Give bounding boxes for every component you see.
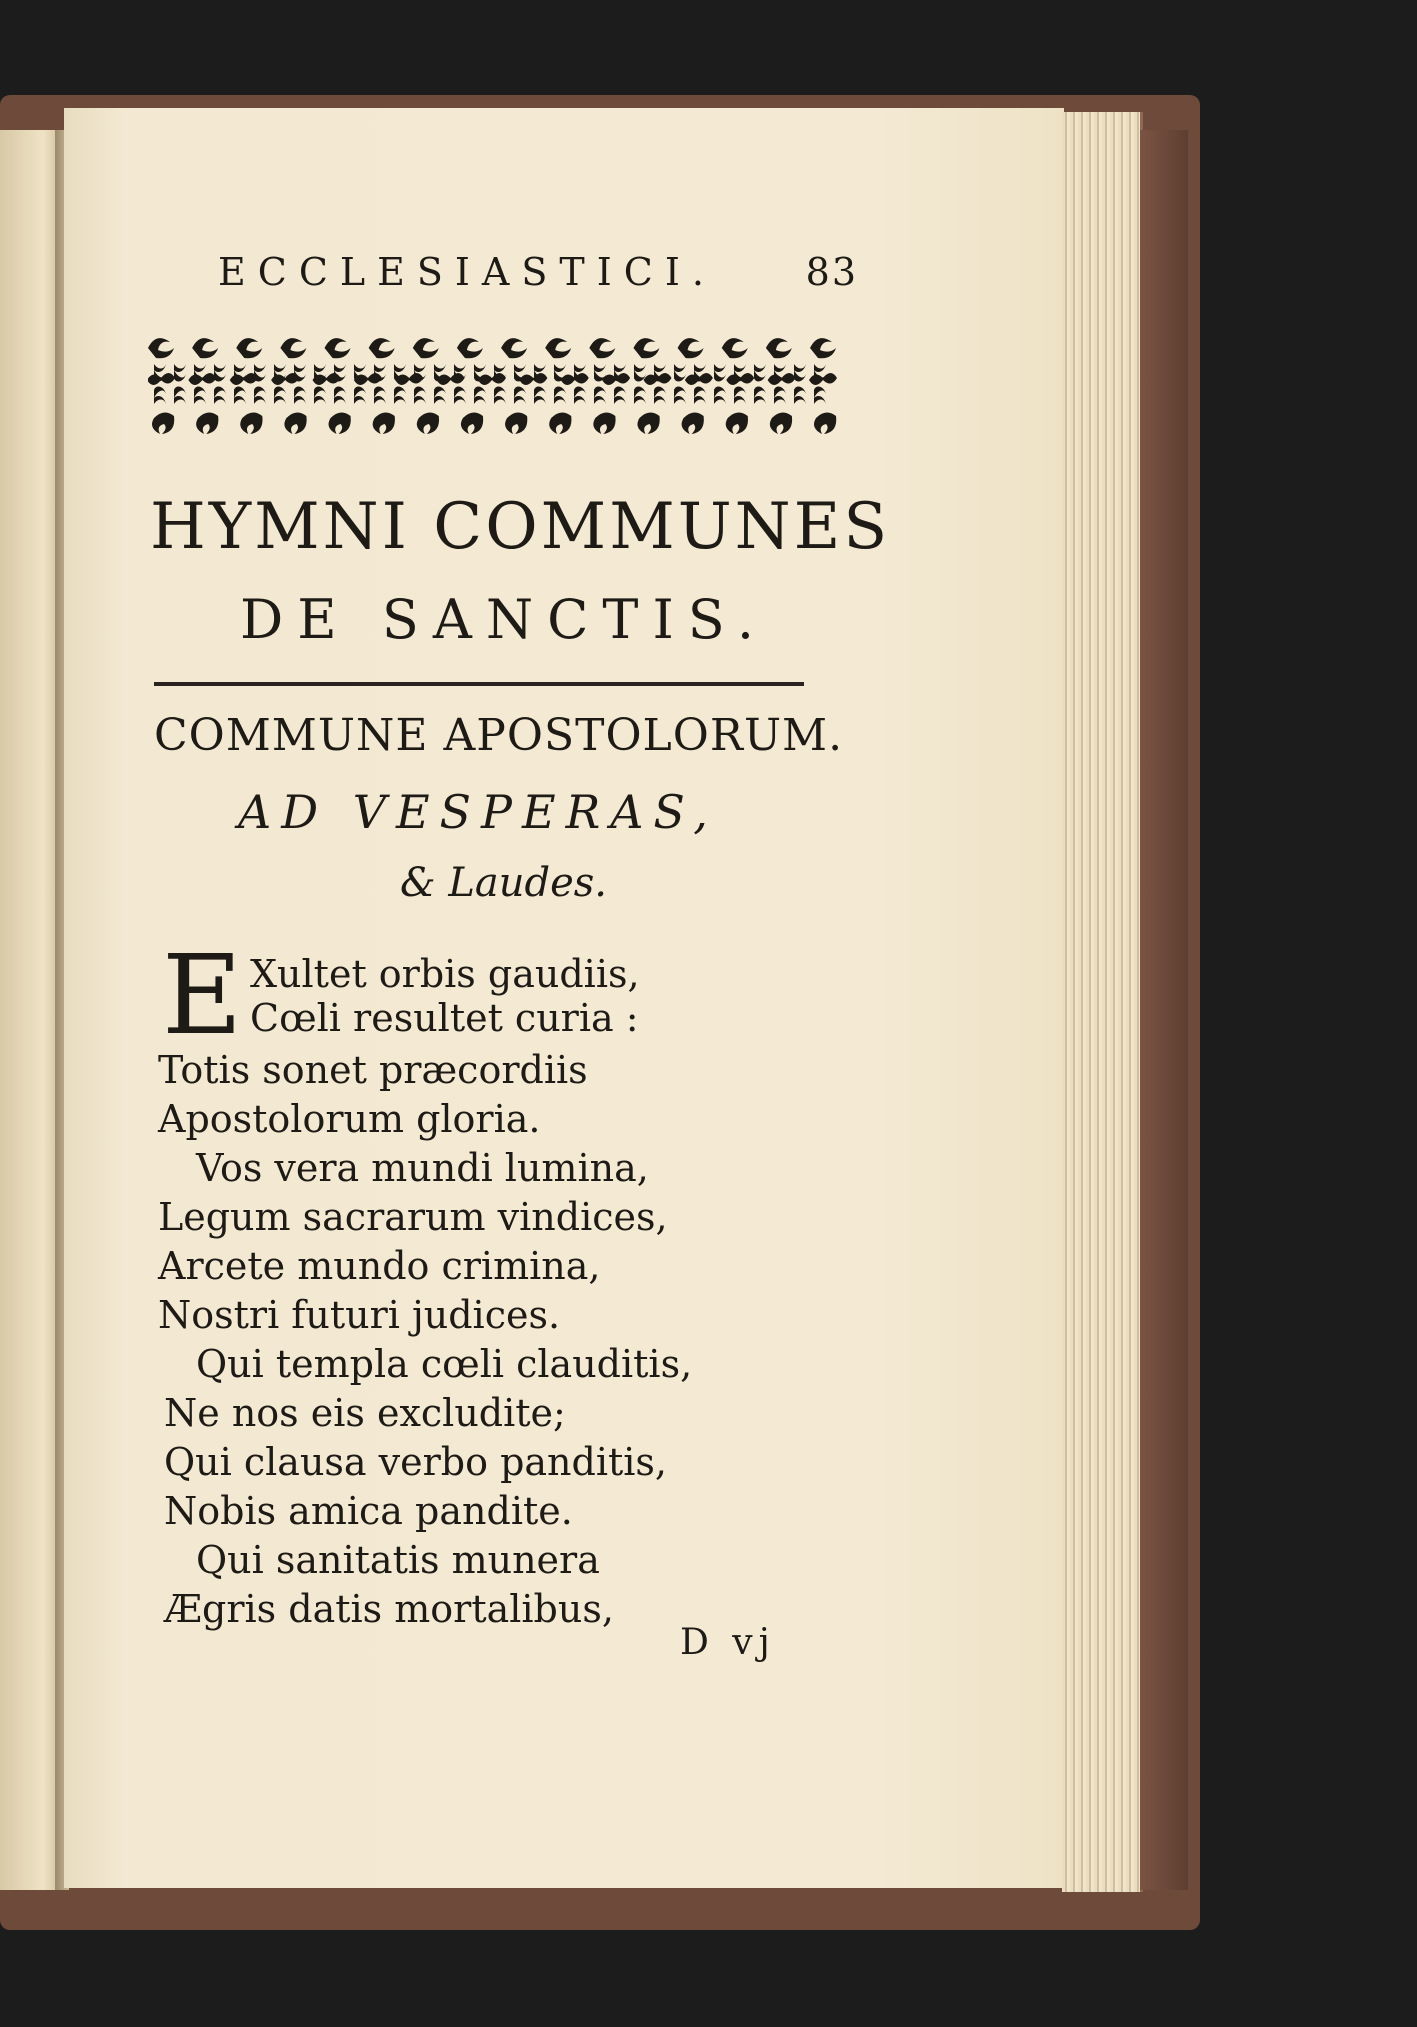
running-head [218,250,858,300]
fleuron-icon [766,338,792,358]
fleuron-icon [280,338,306,358]
page-edges [1062,112,1143,1892]
vine-ornament-icon [534,387,546,404]
vine-ornament-icon [414,364,426,381]
hymn-line: Nobis amica pandite. [164,1489,573,1533]
vine-ornament-icon [294,387,306,404]
hymn-line: Totis sonet præcordiis [158,1048,588,1092]
vine-ornament-icon [454,387,466,404]
vine-ornament-icon [334,387,346,404]
vine-ornament-icon [574,387,586,404]
fleuron-icon [633,338,659,358]
vine-ornament-icon [794,364,806,381]
section-rule [154,682,804,686]
fleuron-icon [501,338,527,358]
vine-ornament-icon [314,387,326,404]
hymn-line: Cœli resultet curia : [250,996,639,1040]
vine-ornament-icon [214,387,226,404]
fleuron-icon [413,338,439,358]
vine-ornament-icon [214,364,226,381]
fleuron-icon [770,412,792,434]
vine-ornament-icon [474,387,486,404]
ornamental-band-icon [148,320,838,460]
fleuron-icon [505,412,527,434]
vine-ornament-icon [654,387,666,404]
vine-ornament-icon [734,387,746,404]
vine-ornament-icon [674,387,686,404]
vine-ornament-icon [454,364,466,381]
running-head-title: ECCLESIASTICI. [218,250,716,294]
hymn-line: Legum sacrarum vindices, [158,1195,668,1239]
fleuron-icon [678,338,704,358]
hymn-line: Qui templa cœli clauditis, [196,1342,693,1386]
fleuron-icon [148,338,174,358]
vine-ornament-icon [294,364,306,381]
fleuron-icon [417,412,439,434]
vine-ornament-icon [434,387,446,404]
vine-ornament-icon [714,387,726,404]
vine-ornament-icon [754,364,766,381]
vine-ornament-icon [274,387,286,404]
fleuron-icon [373,412,395,434]
vine-ornament-icon [354,387,366,404]
fleuron-icon [549,412,571,434]
vine-ornament-icon [154,387,166,404]
fleuron-icon [545,338,571,358]
vine-ornament-icon [714,364,726,381]
vine-ornament-icon [614,387,626,404]
hymn-line: Apostolorum gloria. [158,1097,541,1141]
vine-ornament-icon [774,387,786,404]
vine-ornament-icon [394,387,406,404]
fleuron-icon [682,412,704,434]
vine-ornament-icon [494,387,506,404]
fleuron-icon [240,412,262,434]
vine-ornament-icon [594,387,606,404]
fleuron-icon [810,338,836,358]
fleuron-icon [461,412,483,434]
vine-ornament-icon [794,387,806,404]
fleuron-icon [589,338,615,358]
fleuron-icon [726,412,748,434]
drop-cap: E [162,931,243,1059]
fleuron-icon [814,412,836,434]
section-title: COMMUNE APOSTOLORUM. [154,710,844,761]
vine-ornament-icon [674,364,686,381]
page-number: 83 [805,250,858,294]
fleuron-icon [593,412,615,434]
hymn-line: Ne nos eis excludite; [164,1391,566,1435]
vine-ornament-icon [234,387,246,404]
vine-ornament-icon [194,387,206,404]
signature-mark: D vj [680,1622,776,1663]
hymn-line: Vos vera mundi lumina, [196,1146,649,1190]
vine-ornament-icon [634,364,646,381]
vine-ornament-icon [374,387,386,404]
vine-ornament-icon [334,364,346,381]
vine-ornament-icon [514,387,526,404]
vine-ornament-icon [254,387,266,404]
fleuron-icon [637,412,659,434]
subtitle-laudes: & Laudes. [400,860,608,906]
fleuron-icon [230,373,258,385]
fleuron-icon [236,338,262,358]
fleuron-icon [722,338,748,358]
vine-ornament-icon [254,364,266,381]
vine-ornament-icon [814,387,826,404]
hymn-line: Arcete mundo crimina, [158,1244,601,1288]
vine-ornament-icon [174,364,186,381]
hymn-line: Ægris datis mortalibus, [164,1587,614,1631]
vine-ornament-icon [754,387,766,404]
fleuron-icon [284,412,306,434]
fleuron-icon [329,412,351,434]
hymn-line: Nostri futuri judices. [158,1293,561,1337]
vine-ornament-icon [374,364,386,381]
vine-ornament-icon [634,387,646,404]
back-cover-edge [1140,130,1188,1890]
vine-ornament-icon [554,387,566,404]
main-heading: HYMNI COMMUNES [150,490,891,564]
fleuron-icon [457,338,483,358]
main-heading-line2: DE SANCTIS. [240,588,769,651]
vine-ornament-icon [694,387,706,404]
hymn-line: Xultet orbis gaudiis, [250,952,640,996]
vine-ornament-icon [174,387,186,404]
hymn-line: Qui clausa verbo panditis, [164,1440,667,1484]
vine-ornament-icon [414,387,426,404]
subtitle-vesperas: AD VESPERAS, [238,785,718,839]
hymn-line: Qui sanitatis munera [196,1538,600,1582]
fleuron-icon [325,338,351,358]
fleuron-icon [196,412,218,434]
fleuron-icon [152,412,174,434]
fleuron-icon [369,338,395,358]
fleuron-icon [192,338,218,358]
